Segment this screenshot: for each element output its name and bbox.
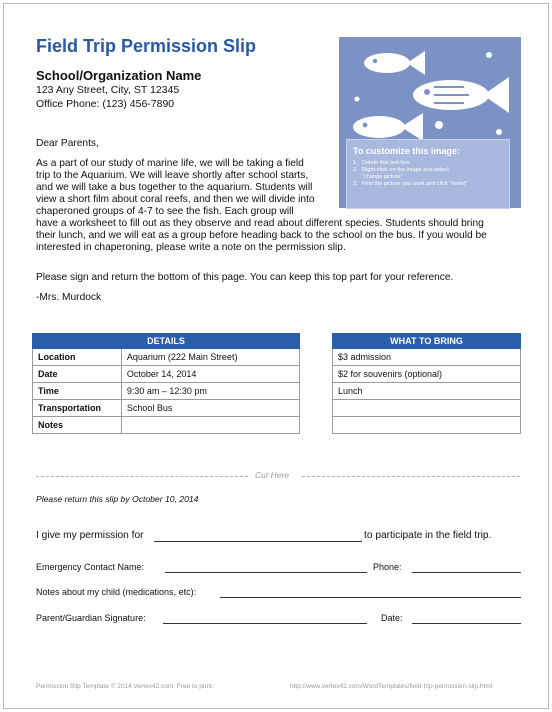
list-item: 1. Delete this text box — [353, 160, 410, 166]
bring-item[interactable]: $2 for souvenirs (optional) — [333, 366, 521, 383]
letter-line: As a part of our study of marine life, we will be taking a field — [36, 158, 304, 169]
details-transportation-value[interactable]: School Bus — [121, 400, 299, 417]
table-row: Transportation School Bus — [33, 400, 300, 417]
bring-item[interactable] — [333, 417, 521, 434]
letter-greeting: Dear Parents, — [36, 138, 99, 149]
letter-line: trip to the Aquarium. We will leave shortly after school starts, — [36, 170, 309, 181]
permission-suffix: to participate in the field trip. — [364, 530, 492, 541]
list-item: 3. Find the picture you want and click "Insert" — [353, 181, 468, 187]
cut-label: Cut Here — [255, 470, 290, 480]
child-notes-field[interactable] — [220, 597, 521, 598]
letter-signature: -Mrs. Murdock — [36, 292, 102, 303]
bring-item[interactable]: $3 admission — [333, 349, 521, 366]
details-table — [32, 333, 300, 434]
bring-heading: WHAT TO BRING — [333, 334, 521, 349]
bring-table — [332, 333, 521, 434]
letter-line: and we will take a bus together to the aquarium. Students will — [36, 182, 313, 193]
child-notes-label: Notes about my child (medications, etc): — [36, 587, 197, 597]
list-item: "change picture" — [362, 174, 403, 180]
guardian-signature-label: Parent/Guardian Signature: — [36, 613, 146, 623]
date-label: Date: — [381, 613, 403, 623]
letter-line: interested in chaperoning, please write a note on the permission slip. — [36, 242, 346, 253]
org-address: 123 Any Street, City, ST 12345 — [36, 84, 180, 96]
table-row — [333, 349, 521, 366]
footer-url[interactable]: http://www.vertex42.com/WordTemplates/field-trip-permission-slip.html — [290, 683, 493, 690]
guardian-signature-field[interactable] — [163, 623, 367, 624]
table-row — [333, 383, 521, 400]
letter-line: have a worksheet to fill out as they observe and read about different species. Students should bring — [36, 218, 484, 229]
details-time-value[interactable]: 9:30 am – 12:30 pm — [121, 383, 299, 400]
details-location-value[interactable]: Aquarium (222 Main Street) — [121, 349, 299, 366]
org-name: School/Organization Name — [36, 68, 202, 83]
return-note: Please return this slip by October 10, 2014 — [36, 494, 199, 504]
letter-line: their lunch, and we will eat as a group before heading back to the school on the bus. If you would be — [36, 230, 487, 241]
table-row: Notes — [33, 417, 300, 434]
emergency-label: Emergency Contact Name: — [36, 562, 145, 572]
letter-line: chaperoned groups of 4-7 to see the fish. Each group will — [36, 206, 294, 217]
phone-label: Phone: — [373, 562, 402, 572]
details-notes-value[interactable] — [121, 417, 299, 434]
table-row: Time 9:30 am – 12:30 pm — [33, 383, 300, 400]
details-date-value[interactable]: October 14, 2014 — [121, 366, 299, 383]
footer-copyright: Permission Slip Template © 2014 Vertex42.com. Free to print. — [36, 683, 214, 690]
table-row — [333, 417, 521, 434]
emergency-contact-field[interactable] — [165, 572, 367, 573]
phone-field[interactable] — [412, 572, 521, 573]
bring-item[interactable]: Lunch — [333, 383, 521, 400]
cut-line-right — [302, 476, 520, 477]
table-row — [333, 366, 521, 383]
table-row — [333, 400, 521, 417]
page-title: Field Trip Permission Slip — [36, 36, 257, 56]
details-heading: DETAILS — [33, 334, 300, 349]
image-tip-box[interactable] — [346, 139, 510, 209]
letter-line: view a short film about coral reefs, and then we will divide into — [36, 194, 315, 205]
list-item: 2. Right-click on the image and select — [353, 167, 449, 173]
org-phone: Office Phone: (123) 456-7890 — [36, 98, 175, 110]
image-tip-title: To customize this image: — [353, 146, 460, 156]
child-name-field[interactable] — [154, 541, 362, 542]
date-field[interactable] — [412, 623, 521, 624]
permission-prefix: I give my permission for — [36, 530, 144, 541]
table-row: Location Aquarium (222 Main Street) — [33, 349, 300, 366]
letter-instruction: Please sign and return the bottom of this page. You can keep this top part for your reference. — [36, 272, 454, 283]
table-row: Date October 14, 2014 — [33, 366, 300, 383]
bring-item[interactable] — [333, 400, 521, 417]
cut-line-left — [36, 476, 248, 477]
image-tip-list — [353, 160, 503, 188]
